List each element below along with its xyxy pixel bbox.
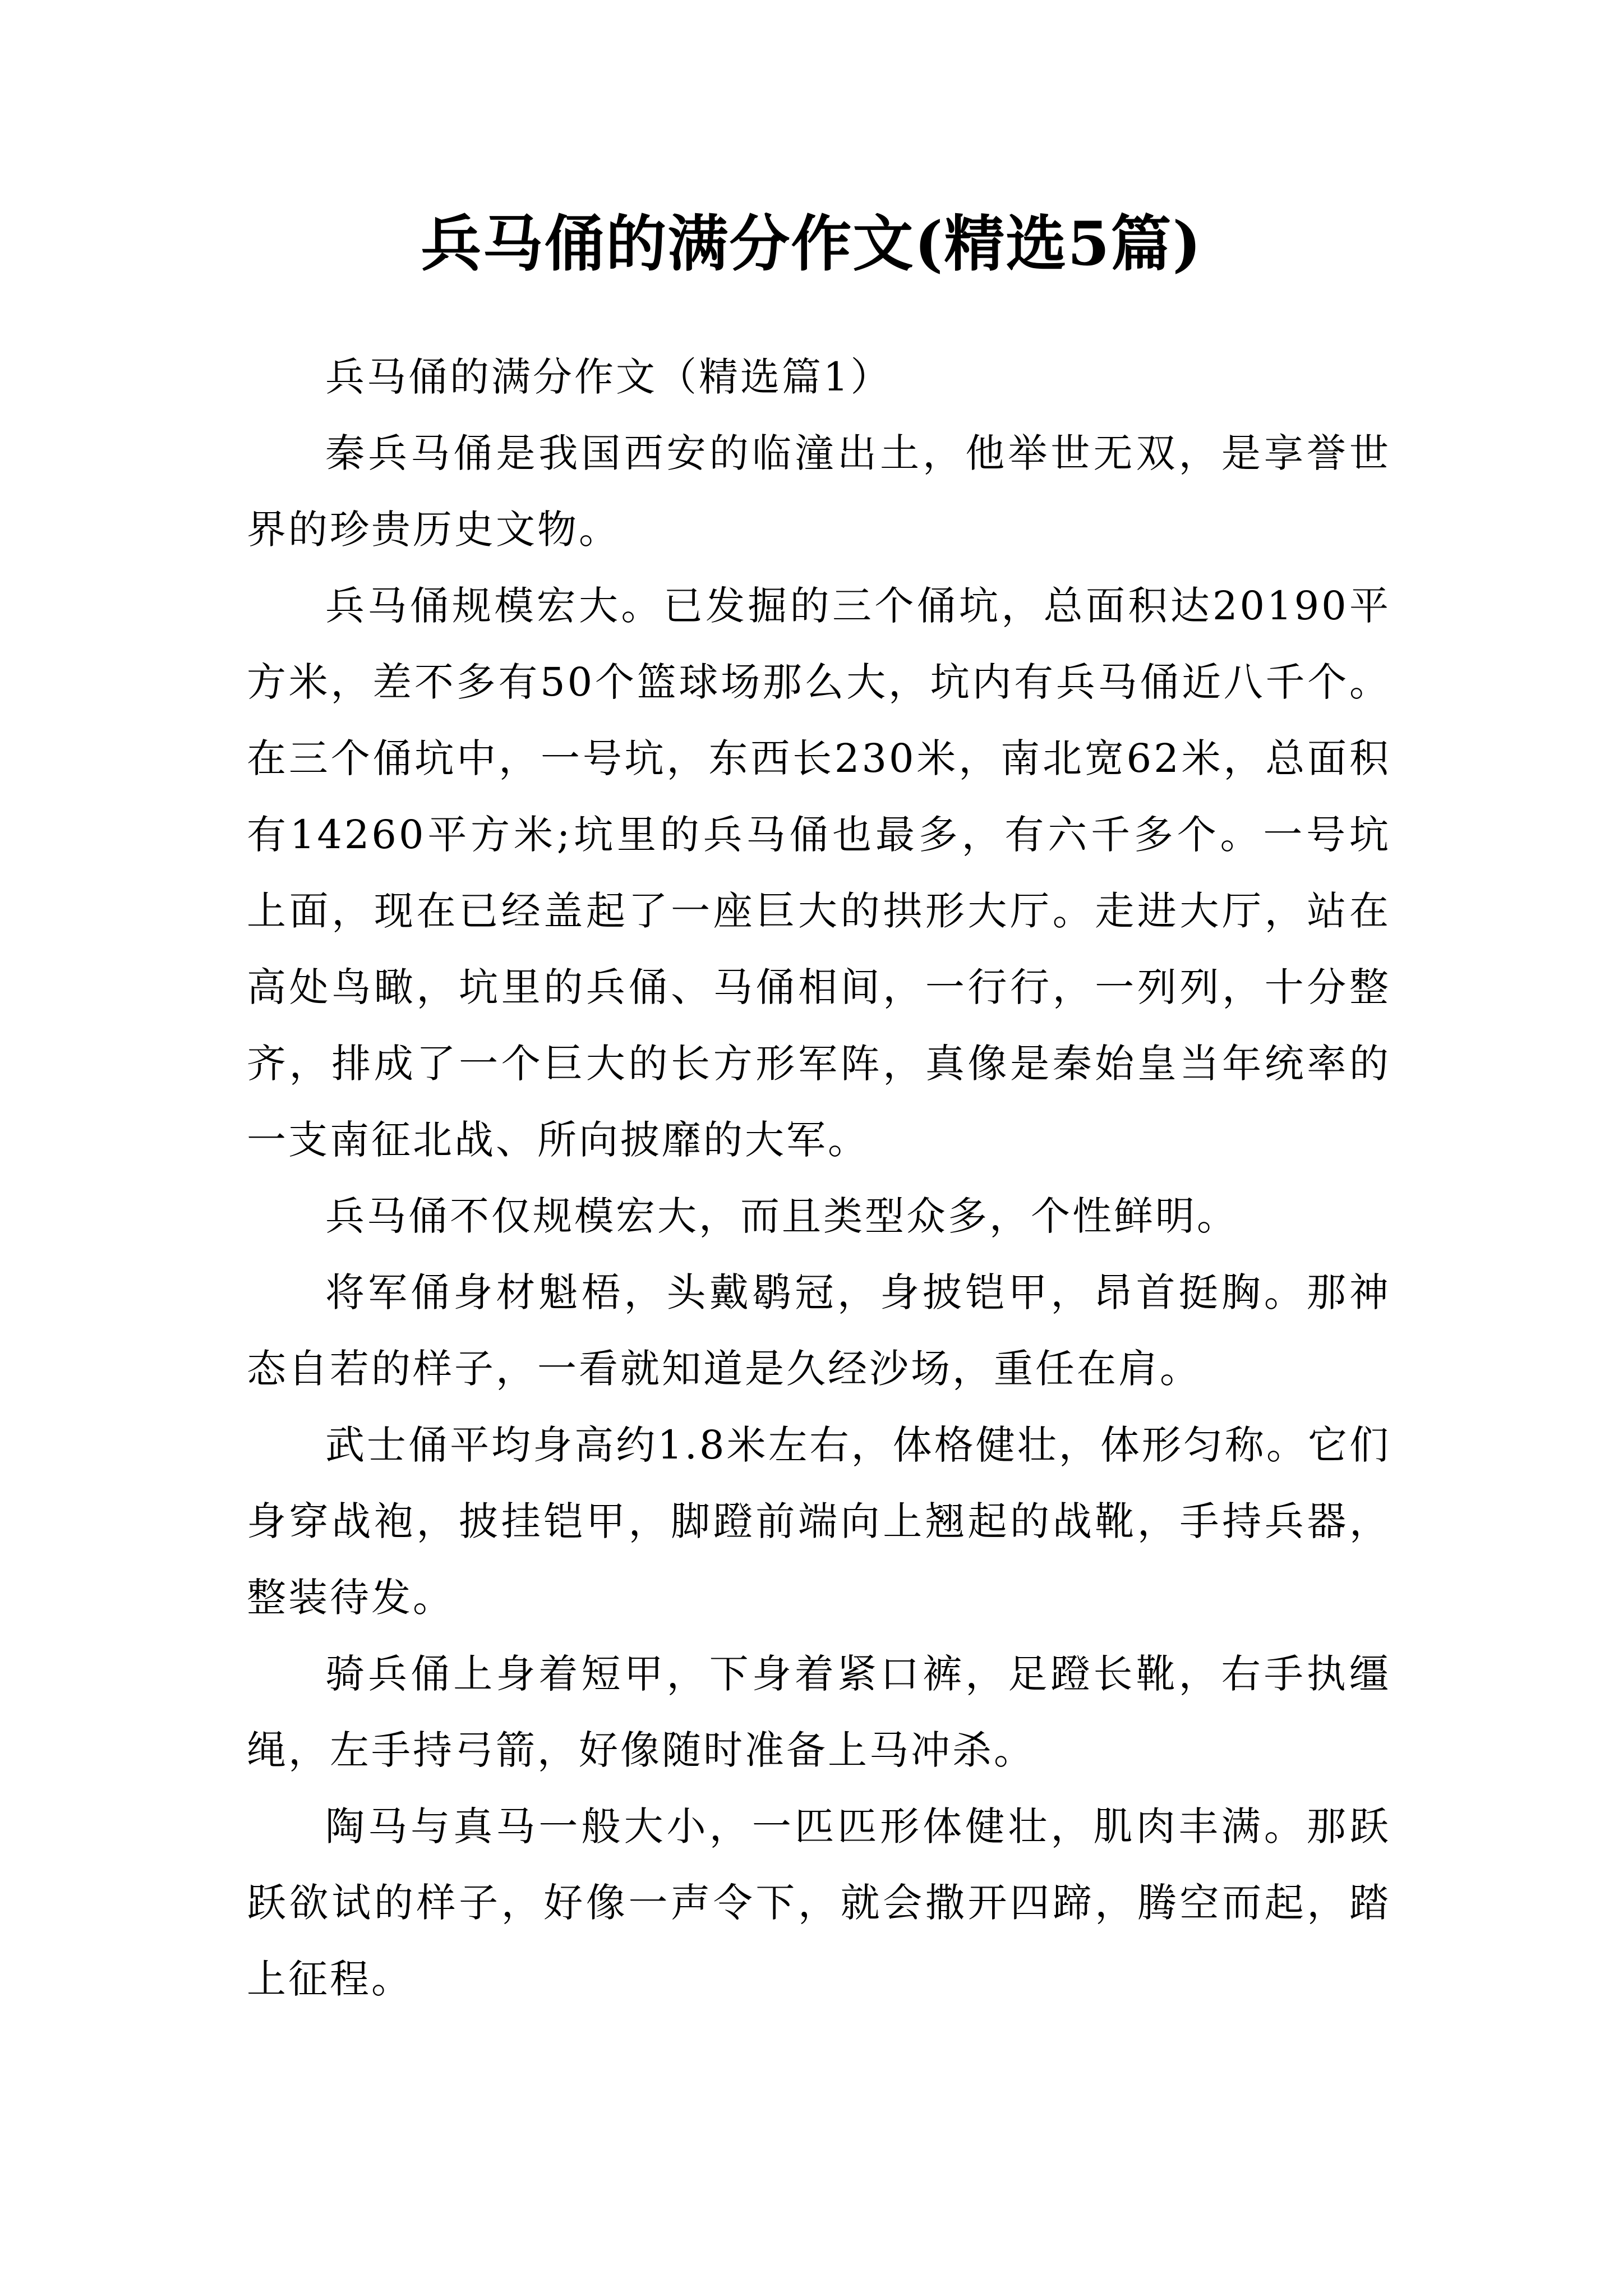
paragraph: 将军俑身材魁梧，头戴鹖冠，身披铠甲，昂首挺胸。那神态自若的样子，一看就知道是久经沙场，重任在肩。 bbox=[247, 1269, 1391, 1392]
document-body bbox=[247, 339, 1391, 2017]
paragraph: 兵马俑规模宏大。已发掘的三个俑坑，总面积达20190平方米，差不多有50个篮球场那么大，坑内有兵马俑近八千个。在三个俑坑中，一号坑，东西长230米，南北宽62米，总面积有14260平方米;坑里的兵马俑也最多，有六千多个。一号坑上面，现在已经盖起了一座巨大的拱形大厅。走进大厅，站在高处鸟瞰，坑里的兵俑、马俑相间，一行行，一列列，十分整齐，排成了一个巨大的长方形军阵，真像是秦始皇当年统率的一支南征北战、所向披靡的大军。 bbox=[247, 583, 1391, 1163]
paragraph: 骑兵俑上身着短甲，下身着紧口裤，足蹬长靴，右手执缰绳，左手持弓箭，好像随时准备上马冲杀。 bbox=[247, 1651, 1391, 1773]
paragraph: 兵马俑不仅规模宏大，而且类型众多，个性鲜明。 bbox=[325, 1193, 1238, 1239]
section-heading: 兵马俑的满分作文（精选篇1） bbox=[325, 354, 892, 400]
document-title: 兵马俑的满分作文(精选5篇) bbox=[421, 209, 1202, 279]
paragraph: 陶马与真马一般大小，一匹匹形体健壮，肌肉丰满。那跃跃欲试的样子，好像一声令下，就会撒开四蹄，腾空而起，踏上征程。 bbox=[247, 1803, 1391, 2002]
paragraph: 武士俑平均身高约1.8米左右，体格健壮，体形匀称。它们身穿战袍，披挂铠甲，脚蹬前端向上翘起的战靴，手持兵器，整装待发。 bbox=[247, 1422, 1391, 1621]
paragraph: 秦兵马俑是我国西安的临潼出土，他举世无双，是享誉世界的珍贵历史文物。 bbox=[247, 430, 1391, 553]
